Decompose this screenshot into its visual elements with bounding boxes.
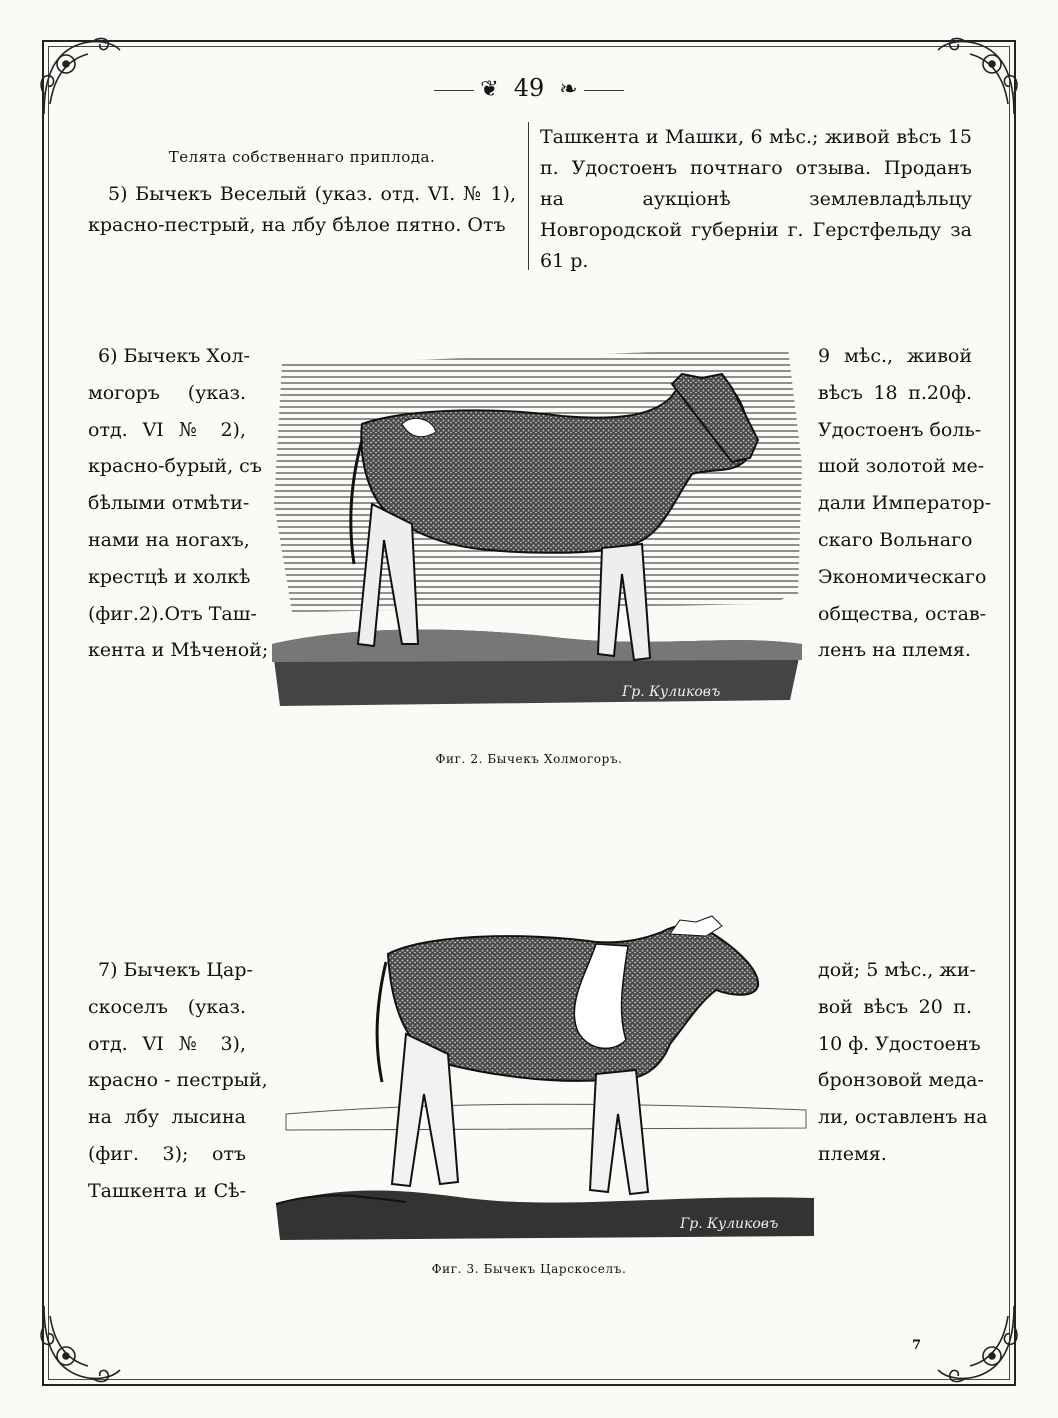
text-line: могоръ (указ. — [88, 381, 246, 404]
text-line: Удостоенъ боль- — [818, 418, 982, 441]
text-line: дали Император- — [818, 492, 992, 515]
text-line: скоселъ (указ. — [88, 995, 246, 1018]
text-line: Ташкента и Сѣ- — [88, 1179, 246, 1202]
entry5-paragraph-start: 5) Бычекъ Веселый (указ. отд. VI. № 1), красно-пестрый, на лбу бѣлое пятно. Отъ — [88, 183, 516, 236]
page-header — [0, 74, 1058, 102]
corner-ornament-bottom-right-icon — [932, 1296, 1022, 1386]
text-line: ленъ на племя. — [818, 639, 971, 662]
text-line: племя. — [818, 1142, 887, 1165]
text-line: 9 мѣс., живой — [818, 345, 972, 367]
text-line: крестцѣ и холкѣ — [88, 565, 251, 588]
top-left-column — [88, 142, 516, 241]
text-line: ли, оставленъ на — [818, 1106, 988, 1129]
entry6-right-text — [818, 338, 992, 669]
text-line: бронзовой меда- — [818, 1069, 984, 1092]
entry7-left-text — [88, 952, 268, 1210]
column-divider — [528, 122, 529, 270]
text-line: красно-бурый, съ — [88, 455, 262, 478]
figure-2-engraver-signature: Гр. Куликовъ — [622, 684, 721, 700]
text-line: скаго Вольнаго — [818, 528, 973, 551]
text-line: (фиг.2).Отъ Таш- — [88, 602, 257, 625]
text-line: 6) Бычекъ Хол- — [98, 345, 250, 367]
corner-ornament-bottom-left-icon — [36, 1296, 126, 1386]
entry6-left-text — [88, 338, 269, 669]
text-line: общества, остав- — [818, 602, 987, 625]
text-line: шой золотой ме- — [818, 455, 985, 478]
header-flourish-left-icon: ❦ — [480, 77, 499, 102]
figure-3-caption: Фиг. 3. Бычекъ Царскоселъ. — [431, 1262, 627, 1276]
text-line: красно - пестрый, — [88, 1069, 268, 1092]
text-line: вой вѣсъ 20 п. — [818, 995, 972, 1018]
page-number: 49 — [513, 74, 545, 102]
text-line: вѣсъ 18 п.20ф. — [818, 381, 972, 404]
entry7-right-text — [818, 952, 988, 1173]
figure-2-bull-kholmogor — [262, 344, 808, 716]
text-line: Экономическаго — [818, 565, 987, 588]
text-line: нами на ногахъ, — [88, 528, 250, 551]
figure-2-caption: Фиг. 2. Бычекъ Холмогоръ. — [435, 752, 623, 766]
text-line: кента и Мѣченой; — [88, 639, 269, 662]
text-line: бѣлыми отмѣти- — [88, 492, 250, 515]
figure-3-engraver-signature: Гр. Куликовъ — [680, 1216, 779, 1232]
text-line: отд. VI № 3), — [88, 1032, 246, 1055]
text-line: 7) Бычекъ Цар- — [98, 959, 253, 981]
text-line: дой; 5 мѣс., жи- — [818, 959, 976, 981]
entry5-paragraph-end: Ташкента и Машки, 6 мѣс.; живой вѣсъ 15 п. Удостоенъ почтнаго отзыва. Проданъ на аукціонѣ землевладѣльцу Новгородской губерніи г. Герстфельду за 61 р. — [540, 126, 972, 272]
text-line: отд. VI № 2), — [88, 418, 246, 441]
text-line: 10 ф. Удостоенъ — [818, 1032, 981, 1055]
text-line: на лбу лысина — [88, 1106, 246, 1129]
figure-3-bull-tsarskosel — [266, 914, 826, 1244]
signature-mark: 7 — [912, 1338, 922, 1353]
top-right-column — [540, 122, 972, 277]
text-line: (фиг. 3); отъ — [88, 1142, 246, 1165]
section-heading: Телята собственнаго приплода. — [168, 148, 436, 166]
header-flourish-right-icon: ❧ — [559, 77, 578, 102]
